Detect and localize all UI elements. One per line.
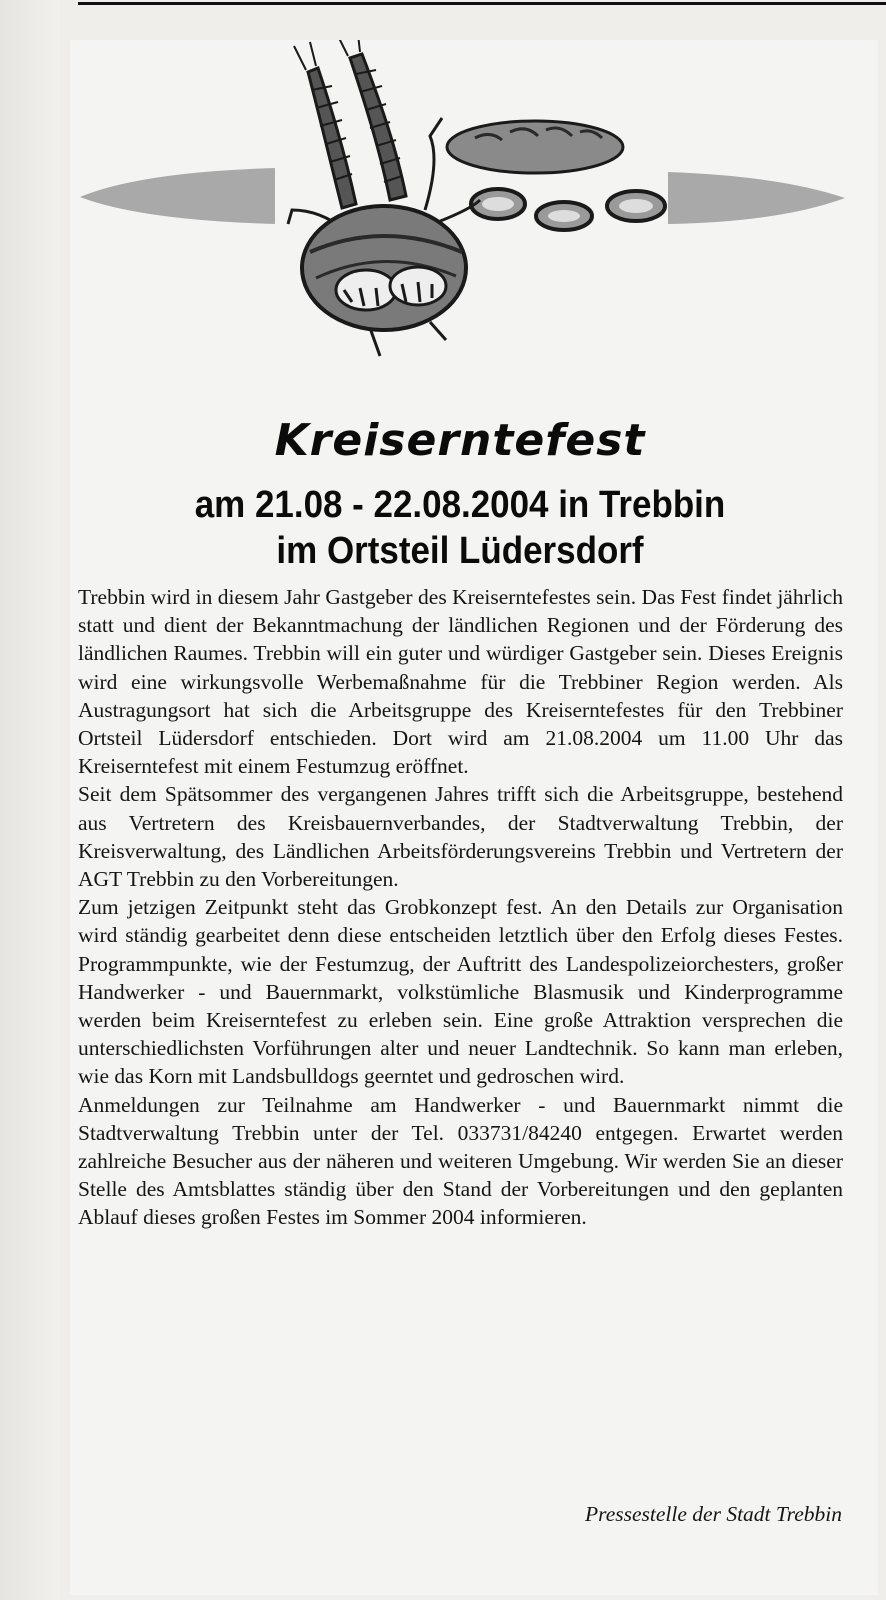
article-paragraph: Seit dem Spätsommer des vergangenen Jahres trifft sich die Arbeitsgruppe, bestehend aus Vertretern des Kreisbauernverbandes, der Stadtverwaltung Trebbin, der Kreisverwaltung, des Ländlichen Arbeitsförderungsvereins Trebbin und Vertretern der AGT Trebbin zu den Vorbereitungen. [78,782,843,892]
mascot-body [302,206,466,330]
article-paragraph: Zum jetzigen Zeitpunkt steht das Grobkonzept fest. An den Details zur Organisation wird ständig gearbeitet denn diese entscheiden letztlich über den Erfolg dieses Festes. Programmpunkte, wie der Festumzug, der Auftritt des Landespolizeiorchesters, großer Handwerker - und Bauernmarkt, volkstümliche Blasmusik und Kinderprogramme werden beim Kreiserntefest zu erleben sein. Eine große Attraktion versprechen die unterschiedlichsten Vorführungen alter und neuer Landtechnik. So kann man erleben, wie das Korn mit Landsbulldogs geerntet und gedroschen wird. [78,895,843,1089]
article-subheadline [92,482,828,574]
wheat-ears [294,40,406,208]
subheadline-line-2: im Ortsteil Lüdersdorf [276,530,644,572]
top-rule [78,2,886,5]
harvest-mascot-icon [80,40,860,370]
left-grey-bar [80,168,275,224]
bread-loaf [447,121,623,173]
article-paragraph: Anmeldungen zur Teilnahme am Handwerker - und Bauernmarkt nimmt die Stadtverwaltung Trebbin unter der Tel. 033731/84240 entgegen. Erwartet werden zahlreiche Besucher aus der näheren und weiteren Umgebung. Wir werden Sie an dieser Stelle des Amtsblattes ständig über den Stand der Vorbereitungen und den geplanten Ablauf dieses großen Festes im Sommer 2004 informieren. [78,1092,843,1230]
article-paragraph: Trebbin wird in diesem Jahr Gastgeber des Kreiserntefestes sein. Das Fest findet jährlich statt und dient der Bekanntmachung der ländlichen Regionen und der Förderung des ländlichen Raumes. Trebbin will ein guter und würdiger Gastgeber sein. Dieses Ereignis wird eine wirkungsvolle Werbemaßnahme für die Trebbiner Region werden. Als Austragungsort hat sich die Arbeitsgruppe des Kreiserntefestes für den Trebbiner Ortsteil Lüdersdorf entschieden. Dort wird am 21.08.2004 um 11.00 Uhr das Kreiserntefest mit einem Festumzug eröffnet. [78,585,843,779]
subheadline-line-1: am 21.08 - 22.08.2004 in Trebbin [194,484,726,526]
page-margin [0,0,60,1600]
article-signature: Pressestelle der Stadt Trebbin [585,1502,842,1526]
right-grey-bar [668,172,845,224]
article-body [78,583,843,1232]
article-headline: Kreiserntefest [274,415,646,466]
